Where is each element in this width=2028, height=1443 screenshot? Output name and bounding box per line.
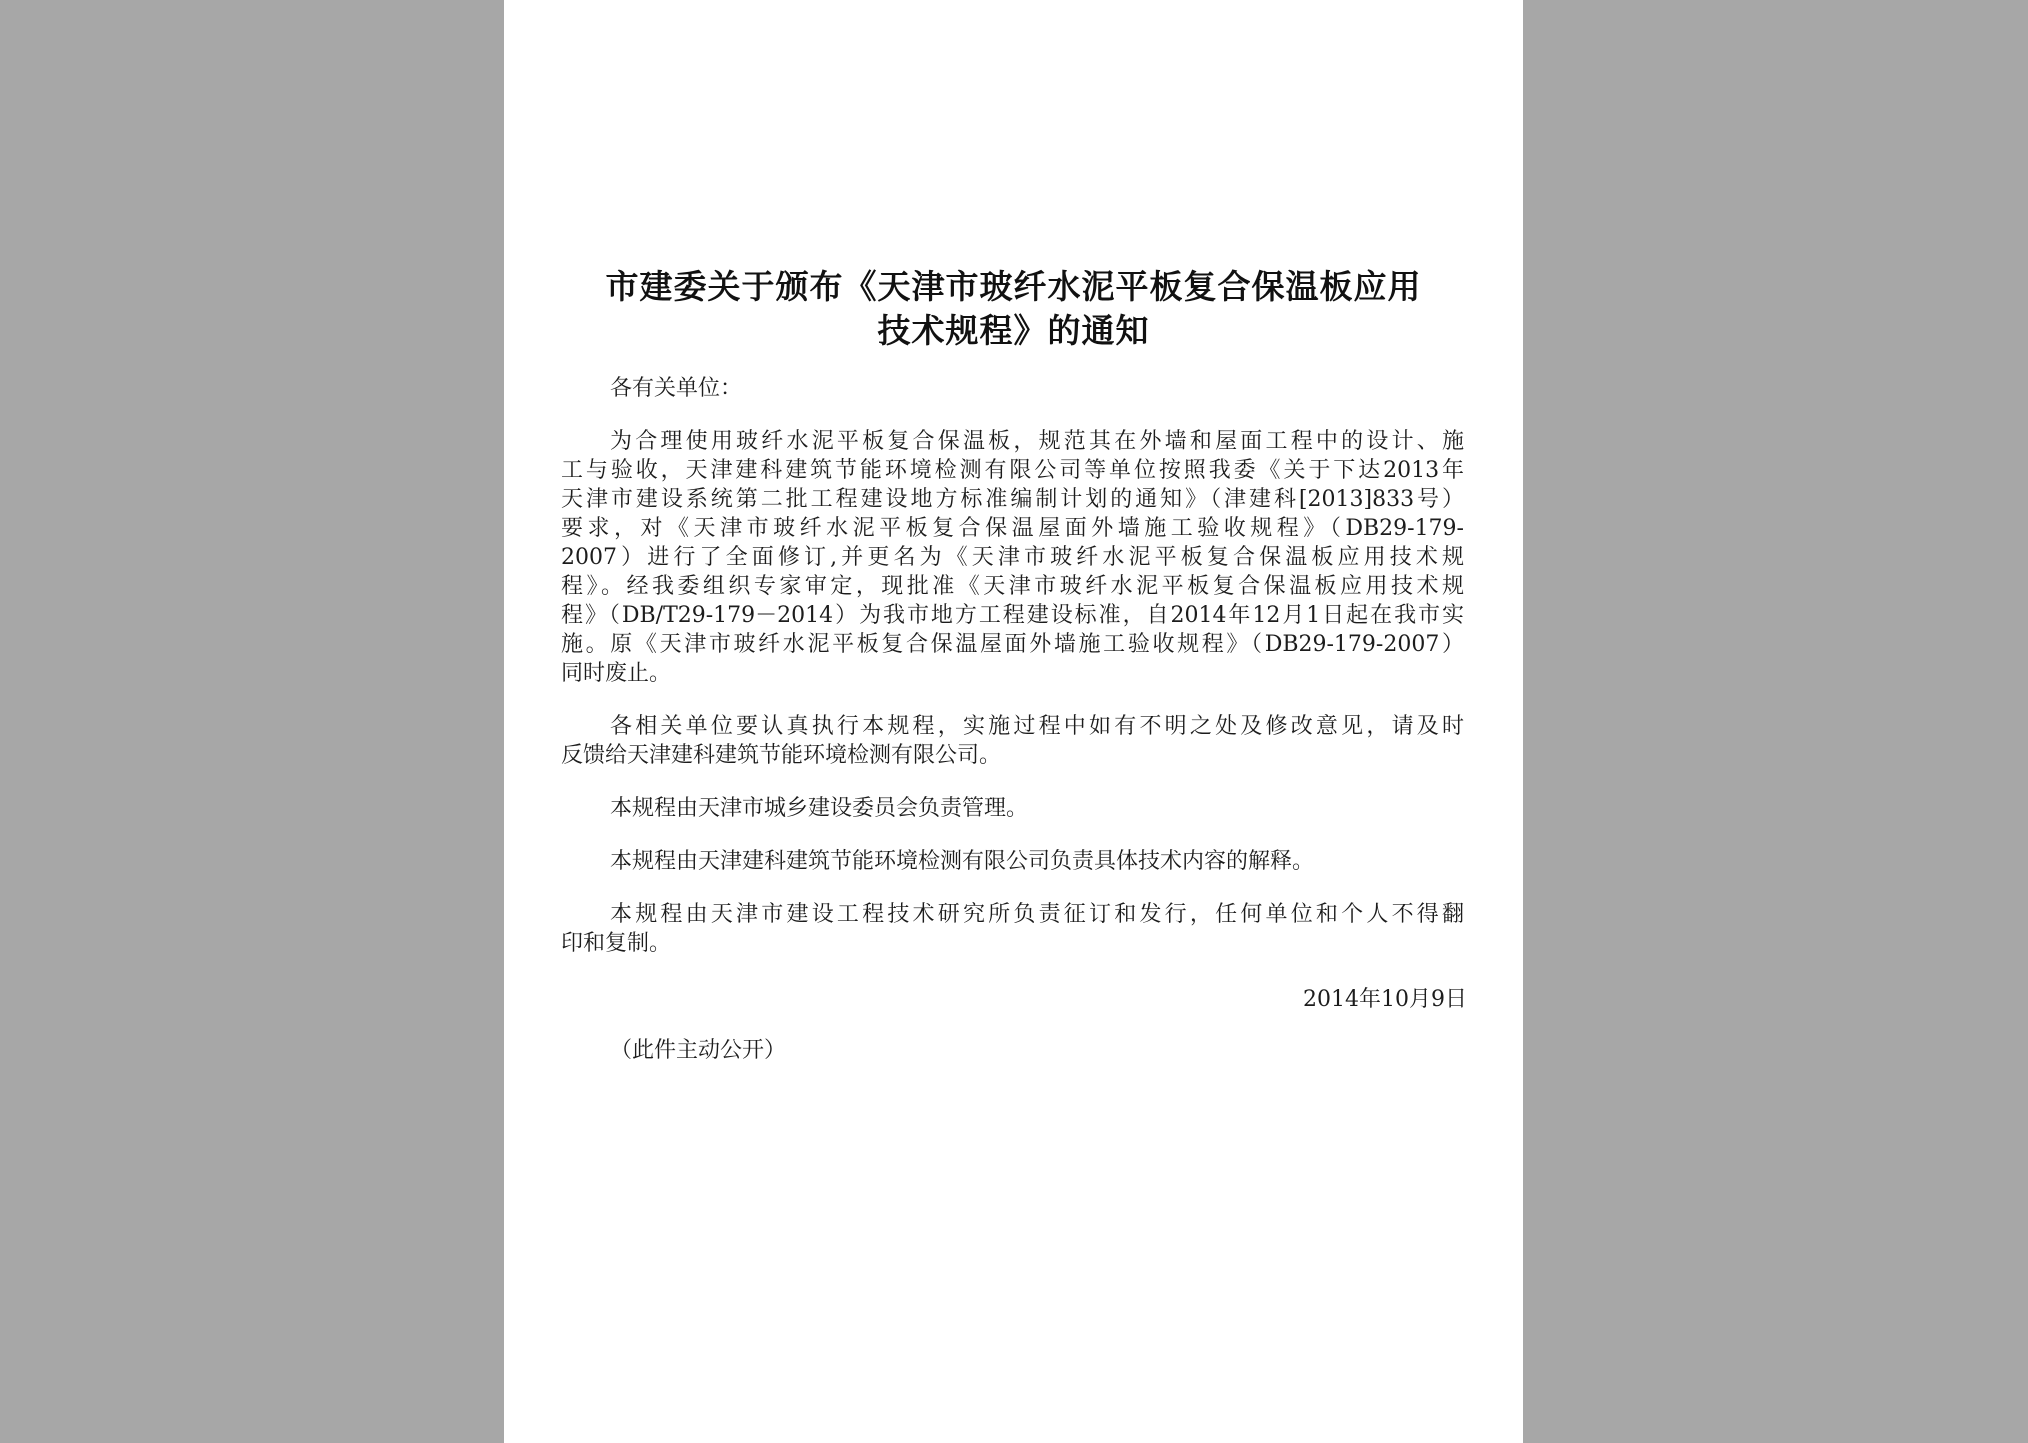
- paragraph-2-line: 各相关单位要认真执行本规程，实施过程中如有不明之处及修改意见，请及时: [610, 714, 1464, 739]
- paragraph-1-line: 程》（DB/T29-179－2014）为我市地方工程建设标准，自2014年12月1日起在我市实: [561, 603, 1464, 628]
- paragraph-1-line: 工与验收，天津建科建筑节能环境检测有限公司等单位按照我委《关于下达2013年: [561, 458, 1464, 483]
- paragraph-1-line: 同时废止。: [561, 661, 672, 686]
- paragraph-1-line: 2007）进行了全面修订,并更名为《天津市玻纤水泥平板复合保温板应用技术规: [561, 545, 1464, 570]
- paragraph-1-line: 程》。经我委组织专家审定，现批准《天津市玻纤水泥平板复合保温板应用技术规: [561, 574, 1464, 599]
- document-page: [504, 0, 1523, 1443]
- paragraph-5-line: 本规程由天津市建设工程技术研究所负责征订和发行，任何单位和个人不得翻: [610, 902, 1464, 927]
- document-title-line1: 市建委关于颁布《天津市玻纤水泥平板复合保温板应用: [605, 267, 1422, 306]
- public-note: （此件主动公开）: [610, 1038, 787, 1063]
- salutation: 各有关单位：: [610, 376, 743, 401]
- document-date: 2014年10月9日: [1303, 987, 1467, 1012]
- paragraph-1-line: 为合理使用玻纤水泥平板复合保温板，规范其在外墙和屋面工程中的设计、施: [610, 429, 1464, 454]
- document-title-line2: 技术规程》的通知: [877, 311, 1150, 350]
- paragraph-3: 本规程由天津市城乡建设委员会负责管理。: [610, 796, 1029, 821]
- paragraph-1-line: 要求，对《天津市玻纤水泥平板复合保温屋面外墙施工验收规程》（DB29-179-: [561, 516, 1464, 541]
- paragraph-2-line: 反馈给天津建科建筑节能环境检测有限公司。: [561, 743, 1002, 768]
- paragraph-5-line: 印和复制。: [561, 931, 672, 956]
- paragraph-1-line: 天津市建设系统第二批工程建设地方标准编制计划的通知》（津建科[2013]833号）: [561, 487, 1464, 512]
- paragraph-4: 本规程由天津建科建筑节能环境检测有限公司负责具体技术内容的解释。: [610, 849, 1315, 874]
- paragraph-1-line: 施。原《天津市玻纤水泥平板复合保温屋面外墙施工验收规程》（DB29-179-2007）: [561, 632, 1464, 657]
